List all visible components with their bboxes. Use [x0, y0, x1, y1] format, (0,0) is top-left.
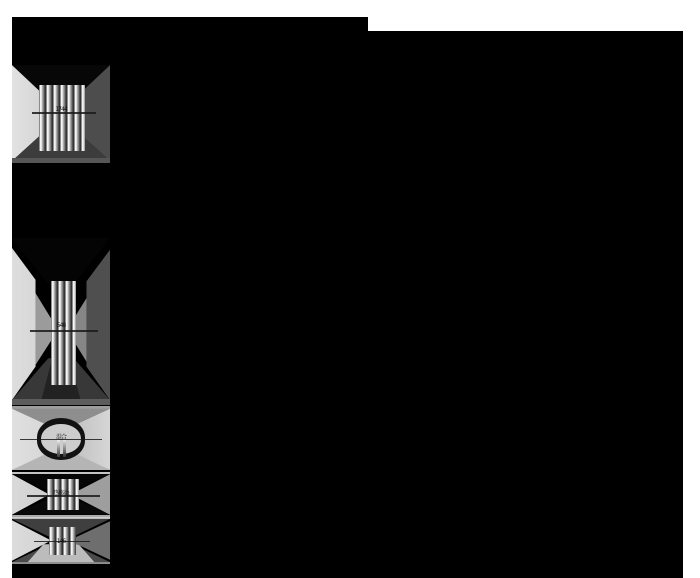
thumbnail-top-border — [12, 517, 110, 519]
render-gallery-image — [12, 31, 683, 578]
room-thumbnail-3 — [12, 406, 110, 472]
room-thumbnail-5 — [12, 517, 110, 564]
thumbnail-bottom-border — [12, 562, 110, 564]
room-floor-edge — [12, 158, 110, 163]
room-thumbnail-2 — [12, 238, 110, 405]
room-floor-edge — [12, 399, 110, 405]
room-label: 146 — [56, 537, 66, 545]
room-thumbnail-4 — [12, 472, 110, 517]
cylinder-left — [57, 440, 60, 457]
label-rule-line — [30, 330, 99, 332]
cylinder-right — [63, 440, 66, 457]
thumbnail-top-border — [12, 472, 110, 474]
thumbnail-top-border — [12, 406, 110, 409]
pillar-bars — [51, 281, 76, 385]
room-label: 混合 — [55, 434, 66, 442]
pillar-bars — [39, 85, 84, 151]
room-thumbnail-1 — [12, 60, 110, 163]
room-label: 1744 — [55, 106, 67, 114]
room-label: 热移动: — [52, 490, 70, 498]
top-banner-image — [12, 17, 368, 31]
room-label: 548 — [56, 322, 66, 330]
